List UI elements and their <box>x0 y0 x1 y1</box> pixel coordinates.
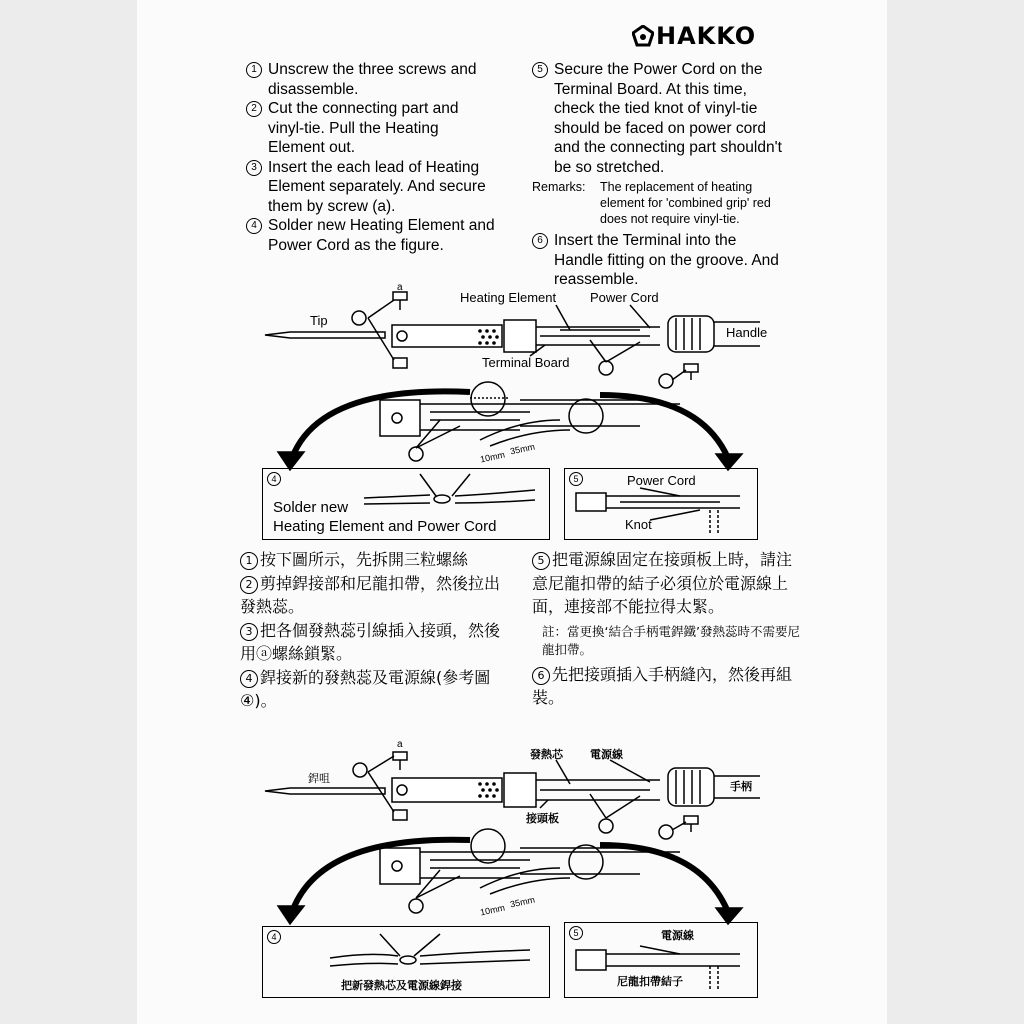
label-dim-35: 35mm <box>509 441 536 457</box>
label-power-cord-zh: 電源線 <box>590 748 623 761</box>
label-handle: Handle <box>726 325 768 340</box>
label-tip-zh: 銲咀 <box>308 772 330 785</box>
label-terminal-board-zh: 接頭板 <box>526 812 559 825</box>
label-dim-10-zh: 10mm <box>479 902 506 918</box>
label-tip: Tip <box>310 313 328 328</box>
step-3-en: 3 Insert the each lead of Heating Element separately. And secure them by screw (a). <box>246 158 498 217</box>
step-2-zh: 2 剪掉銲接部和尼龍扣帶，然後拉出發熱蕊。 <box>240 573 501 616</box>
step-4-zh: 4 銲接新的發熱蕊及電源線(參考圖④)。 <box>240 667 491 710</box>
label-heating-element: Heating Element <box>460 290 557 305</box>
step-1-en: 1 Unscrew the three screws and disassemble. <box>246 60 498 99</box>
box5-label-knot: Knot <box>625 517 652 532</box>
step-6-zh: 6 先把接頭插入手柄縫內，然後再組裝。 <box>532 664 793 707</box>
box5-label-knot-zh: 尼龍扣帶結子 <box>617 975 683 988</box>
figure-5-box-zh: 5 電源線 尼龍扣帶結子 <box>564 922 758 998</box>
remarks-label: Remarks: <box>532 180 586 194</box>
label-screw-a: a <box>397 282 403 293</box>
box4-text-line2: Heating Element and Power Cord <box>273 518 497 535</box>
note-zh: 註：當更換‘結合手柄電銲鐵’發熱蕊時不需要尼龍扣帶。 <box>542 623 800 657</box>
label-dim-10: 10mm <box>479 449 506 465</box>
step-2-en: 2 Cut the connecting part and vinyl-tie. Pull the Heating Element out. <box>246 99 498 158</box>
figure-4-box-en: 4 Solder new Heating Element and Power Cord <box>262 468 550 540</box>
label-handle-zh: 手柄 <box>730 780 752 793</box>
step-5-zh: 5 把電源線固定在接頭板上時，請注意尼龍扣帶的結子必須位於電源線上面，連接部不能拉得太緊。 <box>532 550 793 616</box>
step-1-zh: 1 按下圖所示，先拆開三粒螺絲 <box>240 548 502 572</box>
label-power-cord: Power Cord <box>590 290 659 305</box>
step-5-en: 5 Secure the Power Cord on the Terminal Board. At this time, check the tied knot of vinyl-tie should be faced on power cord and the connecting part shouldn't be so stretched. <box>532 60 782 177</box>
box4-text-line1: Solder new <box>273 499 349 516</box>
box5-label-power-cord-zh: 電源線 <box>661 929 694 942</box>
label-dim-35-zh: 35mm <box>509 894 536 910</box>
figure-5-box-en: 5 Power Cord Knot <box>564 468 758 540</box>
label-terminal-board: Terminal Board <box>482 355 570 370</box>
step-6-en: 6 Insert the Terminal into the Handle fitting on the groove. And reassemble. <box>532 231 782 290</box>
figure-4-box-zh: 4 把新發熱芯及電源線銲接 <box>262 926 550 998</box>
label-heating-element-zh: 發熱芯 <box>530 748 563 761</box>
box4-text-zh: 把新發熱芯及電源線銲接 <box>341 979 462 992</box>
box5-label-power-cord: Power Cord <box>627 473 696 488</box>
step-3-zh: 3 把各個發熱蕊引線插入接頭，然後用ⓐ螺絲鎖緊。 <box>240 620 501 663</box>
step-4-en: 4 Solder new Heating Element and Power Cord as the figure. <box>246 216 498 255</box>
remarks-text: The replacement of heating element for 'combined grip' red does not require vinyl-tie. <box>600 180 771 226</box>
logo-text: HAKKO <box>656 22 757 50</box>
label-screw-a-zh: a <box>397 739 403 750</box>
